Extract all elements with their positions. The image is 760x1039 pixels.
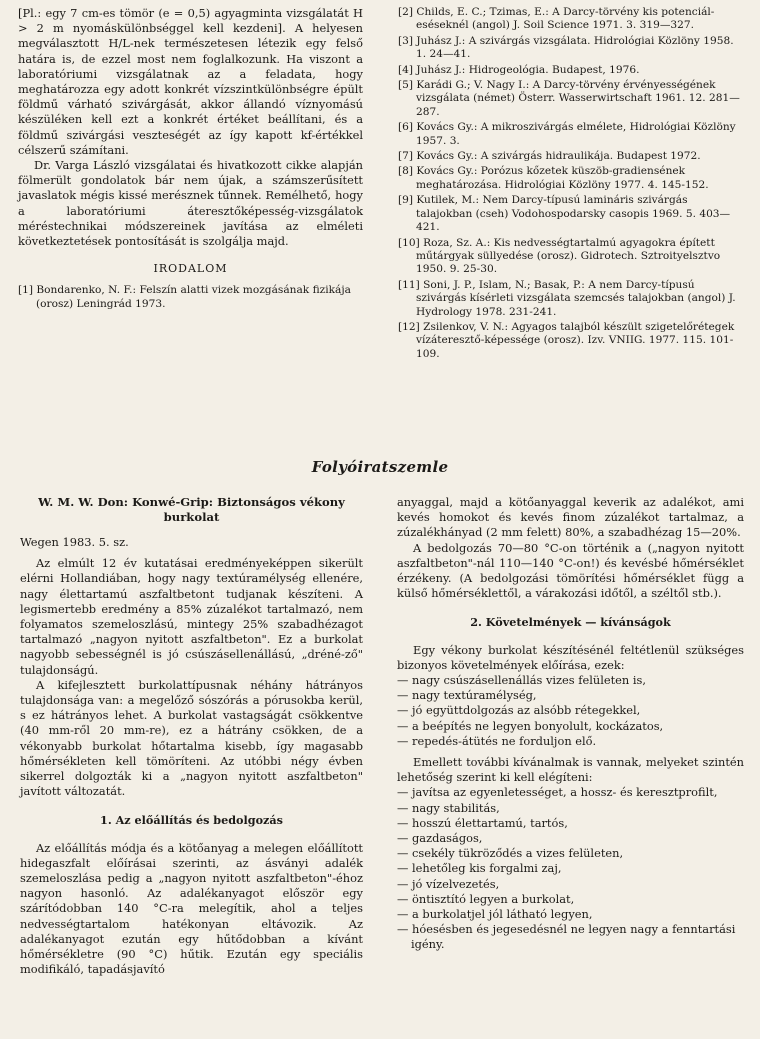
reference-item: [2] Childs, E. C.; Tzimas, E.: A Darcy-törvény kis potenciál-eséseknél (angol) J. Soil Science 1971. 3. 319—327. <box>398 6 715 32</box>
body-paragraph: Dr. Varga László vizsgálatai és hivatkozott cikke alapján fölmerült gondolatok bár nem újak, a számszerűsített javaslatok mégis kissé merésznek tűnnek. Remélhető, hogy a laboratóriumi áteresztőképesség-vizsgálatok méréstechnikai módszereinek javítása az elméleti következtetések pontosítását is szolgálja majd. <box>18 158 363 249</box>
article-source: Wegen 1983. 5. sz. <box>20 535 129 549</box>
body-paragraph: Az elmúlt 12 év kutatásai eredményeképpen sikerült elérni Hollandiában, hogy nagy textúramélység ellenére, nagy élettartamú aszfaltbetont tudjanak készíteni. A legismertebb eredmény a 85% zúzalékot tartalmazó, nem folyamatos szemeloszlású, mintegy 25% szabadhézagot tartalmazó „nagyon nyitott aszfaltbeton". Ez a burkolat nagyobb sebességnél is jó csúszásellenállású, „dréné-ző" tulajdonságú. <box>20 556 363 677</box>
list-item: — javítsa az egyenletességet, a hossz- és keresztprofilt, <box>397 785 718 800</box>
reference-item: [6] Kovács Gy.: A mikroszivárgás elmélete, Hidrológiai Közlöny 1957. 3. <box>398 121 736 147</box>
section-title: Folyóiratszemle <box>311 458 449 476</box>
body-paragraph: A bedolgozás 70—80 °C-on történik a („nagyon nyitott aszfaltbeton"-nál 110—140 °C-on!) és kevésbé hőmérséklet érzékeny. (A bedolgozási tömörítési hőmérséklet függ a külső hőmérséklettől, a várakozási időtől, a széltől stb.). <box>397 540 744 601</box>
list-item: — nagy stabilitás, <box>397 800 500 815</box>
reference-item: [7] Kovács Gy.: A szivárgás hidraulikája. Budapest 1972. <box>398 150 701 163</box>
reference-item: [8] Kovács Gy.: Porózus kőzetek küszöb-gradiensének meghatározása. Hidrológiai Közlöny 1977. 4. 145-152. <box>398 165 709 191</box>
body-paragraph: A kifejlesztett burkolattípusnak néhány hátrányos tulajdonsága van: a megelőző sószórás a pórusokba kerül, s ez hátrányos lehet. A burkolat vastagságát csökkentve (40 mm-ről 20 mm-re), ez a hátrány csökken, de a vékonyabb burkolat hőtartalma kisebb, így magasabb hőmérsékleten kell tömöríteni. Az utóbbi négy évben sikerrel dolgozták ki a „nagyon nyitott aszfaltbeton" javított változatát. <box>20 677 363 799</box>
list-item: — nagy csúszásellenállás vizes felületen is, <box>397 673 646 688</box>
top-left-column <box>18 6 363 313</box>
bottom-right-column <box>397 495 744 953</box>
reference-item: [9] Kutilek, M.: Nem Darcy-típusú lamináris szivárgás talajokban (cseh) Vodohospodarsky casopis 1969. 5. 403—421. <box>398 194 731 234</box>
reference-item: [3] Juhász J.: A szivárgás vizsgálata. Hidrológiai Közlöny 1958. 1. 24—41. <box>398 34 734 61</box>
reference-item: [5] Karádi G.; V. Nagy I.: A Darcy-törvény érvényességének vizsgálata (német) Österr. Wasserwirtschaft 1961. 12. 281—287. <box>398 79 740 118</box>
list-item: — nagy textúramélység, <box>397 688 537 703</box>
reference-item: [10] Roza, Sz. A.: Kis nedvességtartalmú agyagokra épített műtárgyak süllyedése (orosz). Gidrotech. Sztroityelsztvo 1950. 9. 25-30. <box>398 236 721 276</box>
list-item: — hóesésben és jegesedésnél ne legyen nagy a fenntartási igény. <box>397 922 736 952</box>
list-item: — lehetőleg kis forgalmi zaj, <box>397 861 562 876</box>
references-heading: IRODALOM <box>153 262 228 276</box>
article-heading: W. M. W. Don: Konwé-Grip: Biztonságos vékony burkolat <box>38 495 345 524</box>
body-paragraph: Egy vékony burkolat készítésénél feltétlenül szükséges bizonyos követelmények előírása, ezek: <box>397 642 744 672</box>
reference-item: [12] Zsilenkov, V. N.: Agyagos talajból készült szigetelőrétegek vízáteresztő-képessége (orosz). Izv. VNIIG. 1977. 115. 101-109. <box>398 320 735 360</box>
body-paragraph: anyaggal, majd a kötőanyaggal keverik az adalékot, ami kevés homokot és kevés finom zúzalékot tartalmaz, a zúzalékhányad (2 mm felett) 80%, a szabadhézag 15—20%. <box>397 495 744 540</box>
list-item: — csekély tükröződés a vizes felületen, <box>397 846 624 861</box>
list-item: — öntisztító legyen a burkolat, <box>397 891 575 906</box>
bottom-left-column <box>20 495 363 977</box>
list-item: — repedés-átütés ne forduljon elő. <box>397 733 597 748</box>
list-item: — jó vízelvezetés, <box>397 876 500 891</box>
list-item: — hosszú élettartamú, tartós, <box>397 815 568 830</box>
reference-item: [11] Soni, J. P., Islam, N.; Basak, P.: A nem Darcy-típusú szivárgás kísérleti vizsgálata szemcsés talajokban (angol) J. Hydrology 1978. 231-241. <box>398 278 736 318</box>
list-item: — a burkolatjel jól látható legyen, <box>397 907 593 922</box>
top-right-column <box>398 6 743 363</box>
reference-item: [4] Juhász J.: Hidrogeológia. Budapest, 1976. <box>398 63 640 76</box>
subsection-heading: 1. Az előállítás és bedolgozás <box>100 813 283 828</box>
subsection-heading: 2. Követelmények — kívánságok <box>470 615 671 630</box>
body-paragraph: [Pl.: egy 7 cm-es tömör (e = 0,5) agyagminta vizsgálatát H > 2 m nyomáskülönbséggel kell kezdeni]. A helyesen megválasztott H/L-nek természetesen létezik egy felső határa is, de ezzel most nem foglalkozunk. Ha viszont a laboratóriumi vizsgálatnak az a feladata, hogy meghatározza egy adott konkrét vízszintkülönbségre épült földmű várható szivárgását, akkor állandó víznyomású készüléken kell ezt a konkrét értéket beállítani, és a földmű szivárgási veszteségét az így kapott kf-értékkel célszerű számítani. <box>18 6 363 157</box>
list-item: — a beépítés ne legyen bonyolult, kockázatos, <box>397 718 664 733</box>
list-item: — gazdaságos, <box>397 831 483 846</box>
body-paragraph: Az előállítás módja és a kötőanyag a melegen előállított hidegaszfalt előírásai szerinti, az ásványi adalék szemeloszlása pedig a „nagyon nyitott aszfaltbeton"-éhoz nagyon hasonló. Az adalékanyagot először egy szárítódobban 140 °C-ra melegítik, ahol a teljes nedvességtartalom hatékonyan eltávozik. Az adalékanyagot ezután egy hűtődobban a kívánt hőmérsékletre (90 °C) hűtik. Ezután egy speciális modifikáló, tapadásjavító <box>20 840 363 977</box>
list-item: — jó együttdolgozás az alsóbb rétegekkel, <box>397 703 641 718</box>
reference-item: [1] Bondarenko, N. F.: Felszín alatti vizek mozgásának fizikája (orosz) Leningrád 1973. <box>18 284 351 310</box>
body-paragraph: Emellett további kívánalmak is vannak, melyeket szintén lehetőség szerint ki kell elégíteni: <box>397 755 744 785</box>
